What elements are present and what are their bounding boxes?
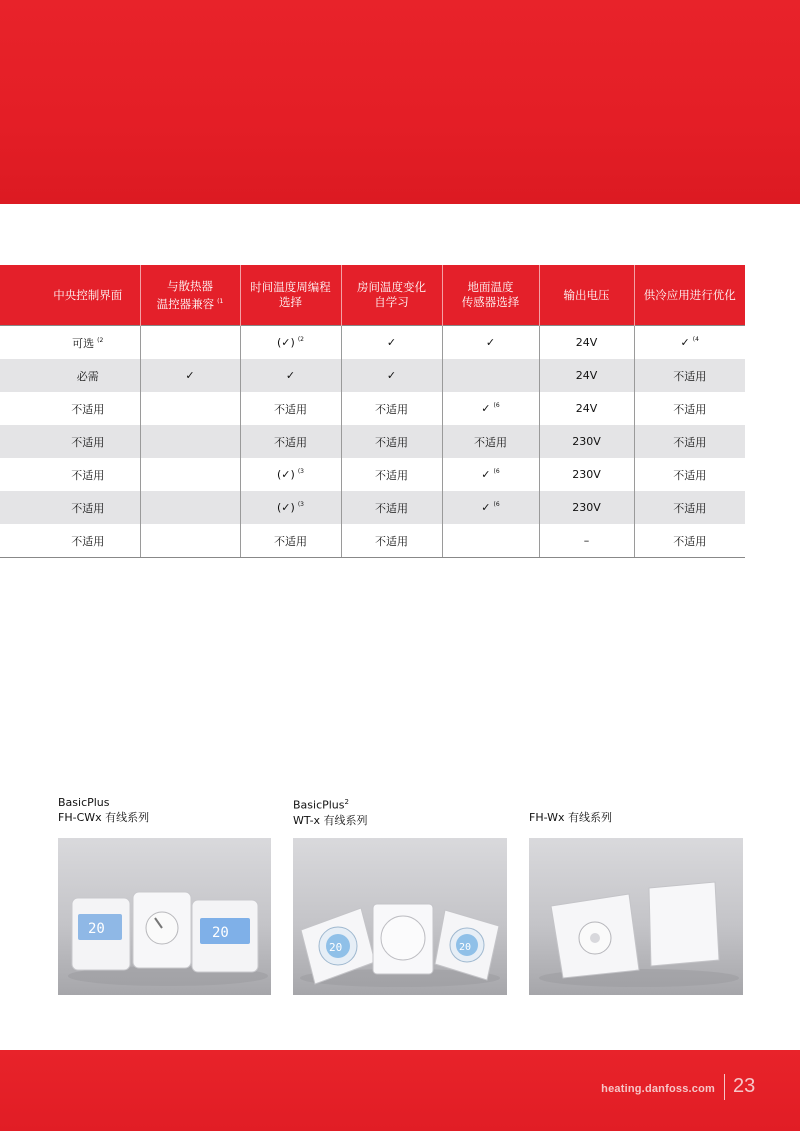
display-readout: 20 xyxy=(329,941,343,954)
column-header-label: 自学习 xyxy=(374,295,409,309)
column-header-label: 与散热器 xyxy=(167,278,213,293)
cell-value: 不适用 xyxy=(673,402,707,416)
display-readout: 20 xyxy=(88,921,105,937)
checkmark-icon: ✓ xyxy=(485,336,496,349)
footnote-marker: (6 xyxy=(493,501,500,509)
table-cell xyxy=(634,524,745,558)
table-cell xyxy=(0,491,140,524)
table-cell xyxy=(341,359,442,392)
cell-value: 可选 xyxy=(72,336,95,350)
table-row xyxy=(0,458,745,491)
table-cell xyxy=(341,491,442,524)
footnote-marker: (3 xyxy=(297,501,304,509)
checkmark-icon: ✓ xyxy=(185,369,195,382)
product-model: WT-x 有线系列 xyxy=(293,813,368,827)
cell-value: 230V xyxy=(572,435,601,448)
table-cell xyxy=(140,491,240,524)
spec-table xyxy=(0,265,745,558)
table-cell xyxy=(240,458,341,491)
table-cell xyxy=(442,458,539,491)
table-cell xyxy=(442,524,539,558)
column-header-label: 输出电压 xyxy=(563,287,610,302)
cell-value: 不适用 xyxy=(71,501,105,515)
table-cell xyxy=(341,458,442,491)
cell-value: 230V xyxy=(572,468,601,481)
cell-value: 不适用 xyxy=(673,468,707,482)
table-cell xyxy=(140,326,240,360)
column-header xyxy=(634,265,745,326)
cell-value: – xyxy=(583,534,590,547)
product-photo-wt-x xyxy=(293,838,507,995)
table-cell xyxy=(341,392,442,425)
table-cell xyxy=(634,425,745,458)
display-readout: 20 xyxy=(459,942,472,953)
product-series-name: BasicPlus xyxy=(58,796,110,809)
checkmark-icon: (✓) xyxy=(277,501,295,514)
product-model: FH-CWx 有线系列 xyxy=(58,811,150,824)
table-cell xyxy=(634,392,745,425)
table-cell xyxy=(240,425,341,458)
cell-value: 24V xyxy=(575,402,598,415)
column-header-label: 选择 xyxy=(279,295,302,309)
column-header-label: 供冷应用进行优化 xyxy=(643,287,736,302)
table-row xyxy=(0,392,745,425)
cell-value: 不适用 xyxy=(71,435,105,449)
table-cell xyxy=(442,491,539,524)
cell-value: 不适用 xyxy=(71,468,105,482)
table-cell xyxy=(0,425,140,458)
checkmark-icon: ✓ xyxy=(481,501,491,514)
footnote-marker: (4 xyxy=(692,336,699,344)
table-cell xyxy=(240,326,341,360)
cell-value: 不适用 xyxy=(375,534,408,548)
table-cell xyxy=(240,392,341,425)
table-cell xyxy=(539,359,634,392)
table-cell xyxy=(0,326,140,360)
table-cell xyxy=(442,392,539,425)
cell-value: 24V xyxy=(575,369,598,382)
table-cell xyxy=(442,425,539,458)
table-cell xyxy=(341,524,442,558)
table-cell xyxy=(140,392,240,425)
footnote-marker: (2 xyxy=(297,336,304,344)
cell-value: 不适用 xyxy=(375,501,408,515)
product-model: FH-Wx 有线系列 xyxy=(529,811,613,824)
footnote-marker: (6 xyxy=(493,468,500,476)
column-header-label: 温控器兼容 xyxy=(156,296,215,311)
table-cell xyxy=(634,359,745,392)
checkmark-icon: ✓ xyxy=(386,336,397,349)
table-cell xyxy=(442,359,539,392)
column-header-label: 房间温度变化 xyxy=(357,280,426,294)
table-cell xyxy=(539,326,634,360)
product-photo-fh-wx xyxy=(529,838,743,995)
column-header xyxy=(341,265,442,326)
table-cell xyxy=(539,458,634,491)
cell-value: 不适用 xyxy=(673,369,707,383)
table-cell xyxy=(634,326,745,360)
cell-value: 不适用 xyxy=(673,534,707,548)
cell-value: 不适用 xyxy=(673,435,707,449)
thermostat-group-illustration xyxy=(58,838,271,995)
table-cell xyxy=(539,524,634,558)
table-cell xyxy=(341,425,442,458)
checkmark-icon: (✓) xyxy=(277,468,295,481)
column-header xyxy=(240,265,341,326)
cell-value: 不适用 xyxy=(474,435,507,449)
cell-value: 不适用 xyxy=(274,402,307,416)
cell-value: 不适用 xyxy=(673,501,707,515)
table-cell xyxy=(341,326,442,360)
table-cell xyxy=(0,458,140,491)
cell-value: 230V xyxy=(572,501,601,514)
column-header-label: 地面温度 xyxy=(467,280,514,294)
table-row xyxy=(0,359,745,392)
footer-url[interactable]: heating.danfoss.com xyxy=(601,1083,715,1095)
table-cell xyxy=(539,392,634,425)
checkmark-icon: ✓ xyxy=(481,402,491,415)
product-series-name: BasicPlus xyxy=(293,798,345,812)
table-row xyxy=(0,524,745,558)
footnote-marker: (1 xyxy=(217,297,224,305)
footnote-marker: (3 xyxy=(297,468,304,476)
header-band xyxy=(0,0,800,204)
table-cell xyxy=(0,359,140,392)
checkmark-icon: ✓ xyxy=(680,336,690,349)
table-cell xyxy=(140,524,240,558)
display-readout: 20 xyxy=(212,925,229,941)
cell-value: 不适用 xyxy=(71,402,105,416)
column-header xyxy=(442,265,539,326)
table-row xyxy=(0,491,745,524)
table-cell xyxy=(539,491,634,524)
column-header xyxy=(539,265,634,326)
column-header xyxy=(140,265,240,326)
table-header-row xyxy=(0,265,745,326)
cell-value: 不适用 xyxy=(71,534,105,548)
product-photo-fh-cwx xyxy=(58,838,271,995)
thermostat-group-illustration xyxy=(293,838,507,995)
product-caption-1 xyxy=(58,795,149,825)
column-header-label: 时间温度周编程 xyxy=(250,280,331,294)
footnote-marker: (2 xyxy=(97,336,104,344)
table-cell xyxy=(140,425,240,458)
table-row xyxy=(0,326,745,360)
cell-value: 不适用 xyxy=(274,435,307,449)
checkmark-icon: (✓) xyxy=(277,336,295,349)
checkmark-icon: ✓ xyxy=(481,468,491,481)
table-cell xyxy=(0,392,140,425)
table-cell xyxy=(634,458,745,491)
cell-value: 必需 xyxy=(76,369,99,383)
table-cell xyxy=(634,491,745,524)
cell-value: 不适用 xyxy=(274,534,307,548)
product-series-superscript: 2 xyxy=(344,798,349,806)
table-cell xyxy=(539,425,634,458)
cell-value: 不适用 xyxy=(375,435,408,449)
product-caption-3 xyxy=(529,810,612,825)
product-caption-2 xyxy=(293,795,368,828)
footer-divider xyxy=(724,1074,725,1100)
column-header-label: 中央控制界面 xyxy=(53,287,123,302)
cell-value: 不适用 xyxy=(375,468,408,482)
table-cell xyxy=(442,326,539,360)
table-cell xyxy=(140,458,240,491)
table-cell xyxy=(140,359,240,392)
checkmark-icon: ✓ xyxy=(285,369,296,382)
footnote-marker: (6 xyxy=(493,402,500,410)
table-cell xyxy=(240,524,341,558)
cell-value: 不适用 xyxy=(375,402,408,416)
table-cell xyxy=(240,491,341,524)
table-body xyxy=(0,326,745,558)
column-header-label: 传感器选择 xyxy=(461,295,520,309)
column-header xyxy=(0,265,140,326)
table-row xyxy=(0,425,745,458)
table-cell xyxy=(240,359,341,392)
page-number: 23 xyxy=(733,1075,756,1097)
thermostat-group-illustration xyxy=(529,838,743,995)
checkmark-icon: ✓ xyxy=(386,369,397,382)
table-cell xyxy=(0,524,140,558)
cell-value: 24V xyxy=(575,336,598,349)
